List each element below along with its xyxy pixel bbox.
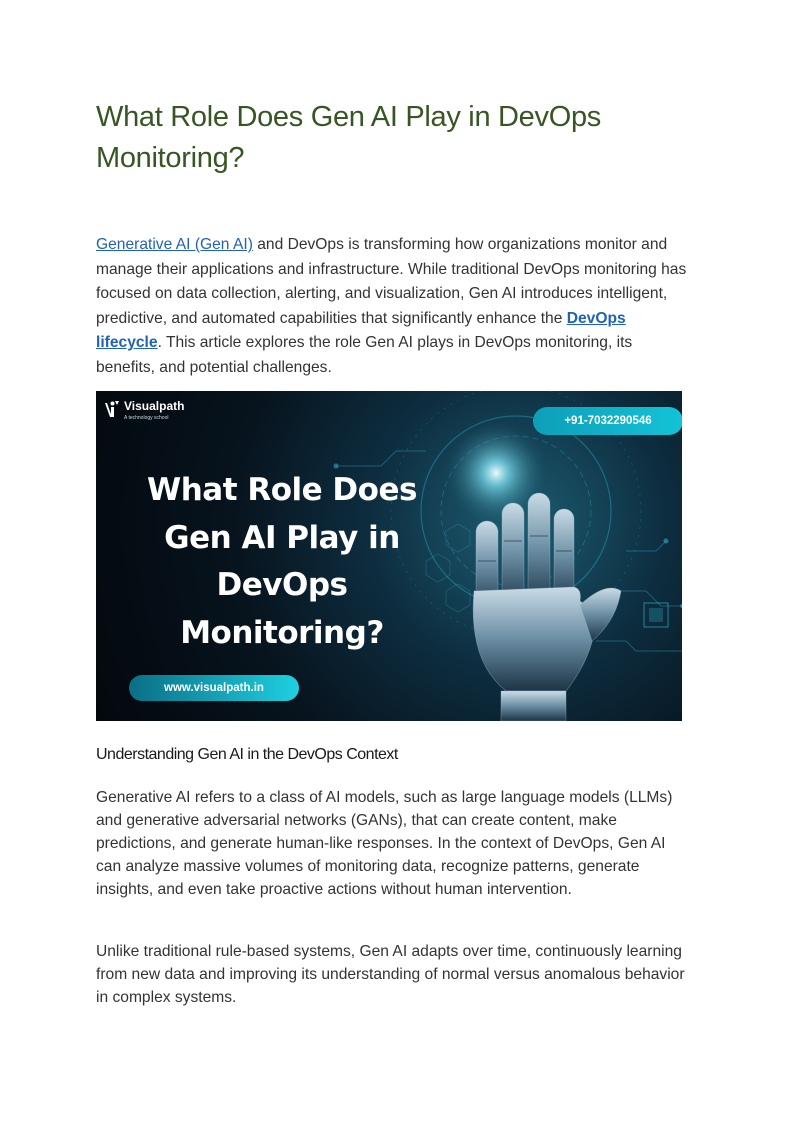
article-title: What Role Does Gen AI Play in DevOps Monitoring? xyxy=(96,101,601,174)
intro-paragraph xyxy=(96,233,688,380)
hero-title: What Role Does Gen AI Play in DevOps Monitoring? xyxy=(147,472,417,651)
intro-text-2: . This article explores the role Gen AI plays in DevOps monitoring, its benefits, and potential challenges. xyxy=(96,334,633,376)
generative-ai-link[interactable]: Generative AI (Gen AI) xyxy=(96,236,253,253)
intro-text-1: and DevOps is transforming how organizations monitor and manage their applications and infrastructure. While traditional DevOps monitoring has focused on data collection, alerting, and visualization, Gen AI introduces intelligent, predictive, and automated capabilities that significantly enhance the xyxy=(96,236,687,327)
body-paragraph-2: Unlike traditional rule-based systems, Gen AI adapts over time, continuously learning from new data and improving its understanding of normal versus anomalous behavior in complex systems. xyxy=(96,943,685,1006)
visualpath-logo-icon xyxy=(104,399,120,419)
section-heading: Understanding Gen AI in the DevOps Context xyxy=(96,746,398,763)
phone-number-badge: +91-7032290546 xyxy=(533,407,682,435)
devops-lifecycle-link[interactable]: DevOps lifecycle xyxy=(96,309,626,351)
brand-name: Visualpath xyxy=(124,399,185,413)
body-paragraph-1: Generative AI refers to a class of AI models, such as large language models (LLMs) and generative adversarial networks (GANs), that can create content, make predictions, and generate human-like responses. In the context of DevOps, Gen AI can analyze massive volumes of monitoring data, recognize patterns, generate insights, and even take proactive actions without human intervention. xyxy=(96,789,673,898)
visualpath-logo xyxy=(104,397,184,421)
hero-banner-image xyxy=(96,391,682,721)
brand-tagline: A technology school xyxy=(124,415,169,421)
website-url-badge: www.visualpath.in xyxy=(129,675,299,701)
